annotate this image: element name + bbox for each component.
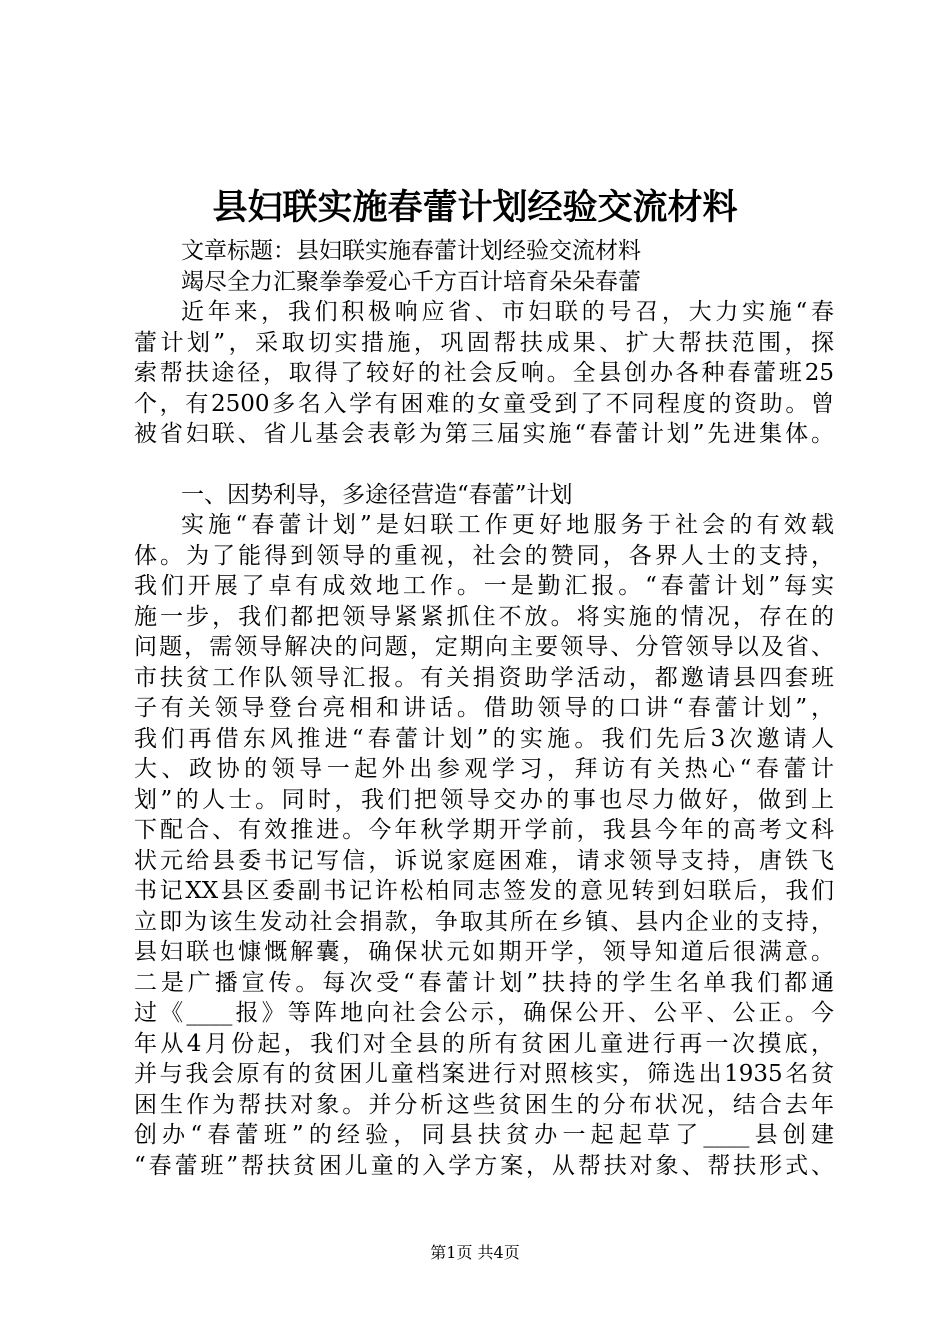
- text-line: 我们开展了卓有成效地工作。一是勤汇报。“春蕾计划”每实: [134, 573, 834, 599]
- text-line: 我们再借东风推进“春蕾计划”的实施。我们先后3次邀请人: [134, 725, 834, 752]
- text-line: 困生作为帮扶对象。并分析这些贫困生的分布状况，结合去年: [134, 1091, 834, 1118]
- document-title: 县妇联实施春蕾计划经验交流材料: [212, 187, 738, 228]
- text-line: 蕾计划”，采取切实措施，巩固帮扶成果、扩大帮扶范围，探: [134, 329, 834, 356]
- text-line: 书记XX县区委副书记许松柏同志签发的意见转到妇联后，我们: [134, 878, 834, 904]
- text-line: 施一步，我们都把领导紧紧抓住不放。将实施的情况，存在的: [134, 603, 834, 630]
- document-body: [134, 236, 834, 1181]
- text-line: 索帮扶途径，取得了较好的社会反响。全县创办各种春蕾班25: [134, 360, 834, 386]
- text-line: 并与我会原有的贫困儿童档案进行对照核实，筛选出1935名贫: [134, 1061, 834, 1087]
- text-line: 实施“春蕾计划”是妇联工作更好地服务于社会的有效载: [181, 512, 834, 538]
- text-line: 问题，需领导解决的问题，定期向主要领导、分管领导以及省、: [134, 634, 834, 660]
- text-line: 个，有2500多名入学有困难的女童受到了不同程度的资助。曾: [134, 390, 834, 417]
- paragraph-2: [134, 510, 834, 1181]
- paragraph-1: [134, 297, 834, 450]
- text-line: 创办“春蕾班”的经验，同县扶贫办一起起草了____县创建: [134, 1122, 834, 1148]
- text-line: 县妇联也慷慨解囊，确保状元如期开学，领导知道后很满意。: [134, 939, 834, 965]
- text-line: 被省妇联、省儿基会表彰为第三届实施“春蕾计划”先进集体。: [134, 421, 834, 447]
- page-footer: [0, 1242, 950, 1264]
- text-line: 立即为该生发动社会捐款，争取其所在乡镇、县内企业的支持，: [134, 908, 834, 935]
- text-line: 大、政协的领导一起外出参观学习，拜访有关热心“春蕾计: [134, 756, 834, 782]
- text-line: “春蕾班”帮扶贫困儿童的入学方案，从帮扶对象、帮扶形式、: [134, 1152, 834, 1179]
- text-line: 下配合、有效推进。今年秋学期开学前，我县今年的高考文科: [134, 817, 834, 843]
- text-line: 年从4月份起，我们对全县的所有贫困儿童进行再一次摸底，: [134, 1030, 834, 1057]
- page-number-indicator: 第1页 共4页: [430, 1243, 520, 1262]
- text-line: 状元给县委书记写信，诉说家庭困难，请求领导支持，唐铁飞: [134, 847, 834, 874]
- section-heading: 一、因势利导，多途径营造“春蕾”计划: [181, 481, 573, 508]
- subtitle-line: 竭尽全力汇聚拳拳爱心千方百计培育朵朵春蕾: [181, 268, 641, 295]
- article-title-line: 文章标题：县妇联实施春蕾计划经验交流材料: [181, 238, 641, 264]
- paragraph-gap: [134, 450, 834, 480]
- text-line: 体。为了能得到领导的重视，社会的赞同，各界人士的支持，: [134, 542, 834, 569]
- text-line: 子有关领导登台亮相和讲话。借助领导的口讲“春蕾计划”，: [134, 695, 834, 721]
- text-line: 二是广播宣传。每次受“春蕾计划”扶持的学生名单我们都通: [134, 969, 834, 996]
- text-line: 过《____报》等阵地向社会公示，确保公开、公平、公正。今: [134, 1000, 834, 1026]
- text-line: 近年来，我们积极响应省、市妇联的号召，大力实施“春: [181, 299, 834, 325]
- text-line: 划”的人士。同时，我们把领导交办的事也尽力做好，做到上: [134, 786, 834, 813]
- text-line: 市扶贫工作队领导汇报。有关捐资助学活动，都邀请县四套班: [134, 664, 834, 691]
